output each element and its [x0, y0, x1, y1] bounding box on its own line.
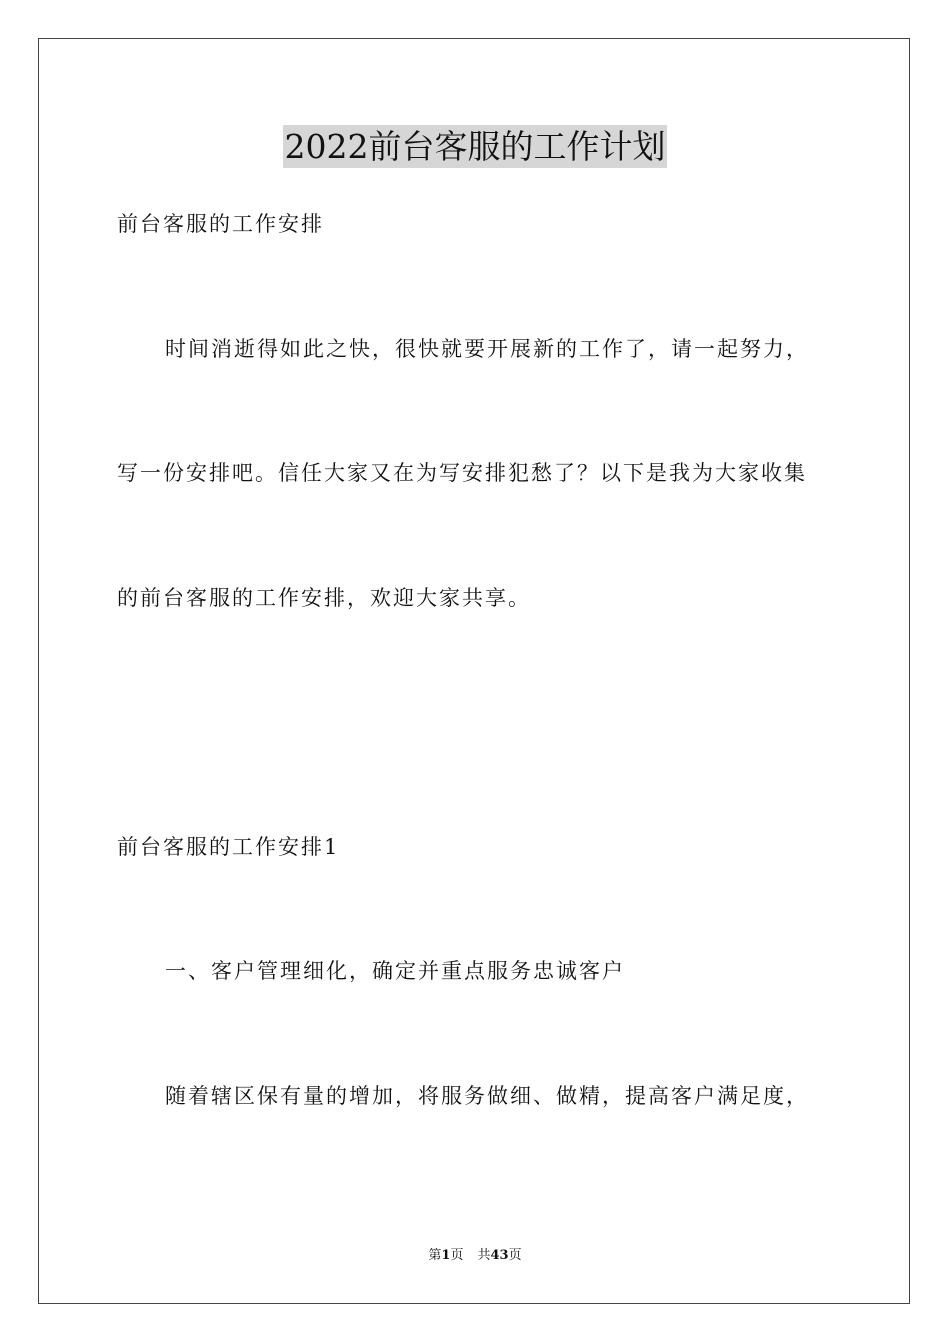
- subsection-heading: 前台客服的工作安排1: [117, 835, 340, 859]
- paragraph-line: 随着辖区保有量的增加，将服务做细、做精，提高客户满足度，: [165, 1084, 809, 1108]
- total-pages: 43: [490, 1248, 509, 1263]
- section-heading: 前台客服的工作安排: [117, 212, 324, 236]
- list-item-heading: 一、客户管理细化，确定并重点服务忠诚客户: [165, 959, 625, 983]
- document-title: [0, 122, 950, 172]
- paragraph-line: 时间消逝得如此之快，很快就要开展新的工作了，请一起努力，: [165, 337, 809, 361]
- total-suffix: 页: [508, 1248, 522, 1263]
- page-suffix: 页: [450, 1248, 464, 1263]
- total-prefix: 共: [477, 1248, 491, 1263]
- page-prefix: 第: [428, 1248, 442, 1263]
- document-title-text: 2022前台客服的工作计划: [284, 127, 666, 166]
- page-footer: [0, 1247, 950, 1265]
- paragraph-line: 的前台客服的工作安排，欢迎大家共享。: [117, 586, 531, 610]
- paragraph-line: 写一份安排吧。信任大家又在为写安排犯愁了？以下是我为大家收集: [117, 461, 807, 485]
- page-number: 1: [441, 1248, 451, 1263]
